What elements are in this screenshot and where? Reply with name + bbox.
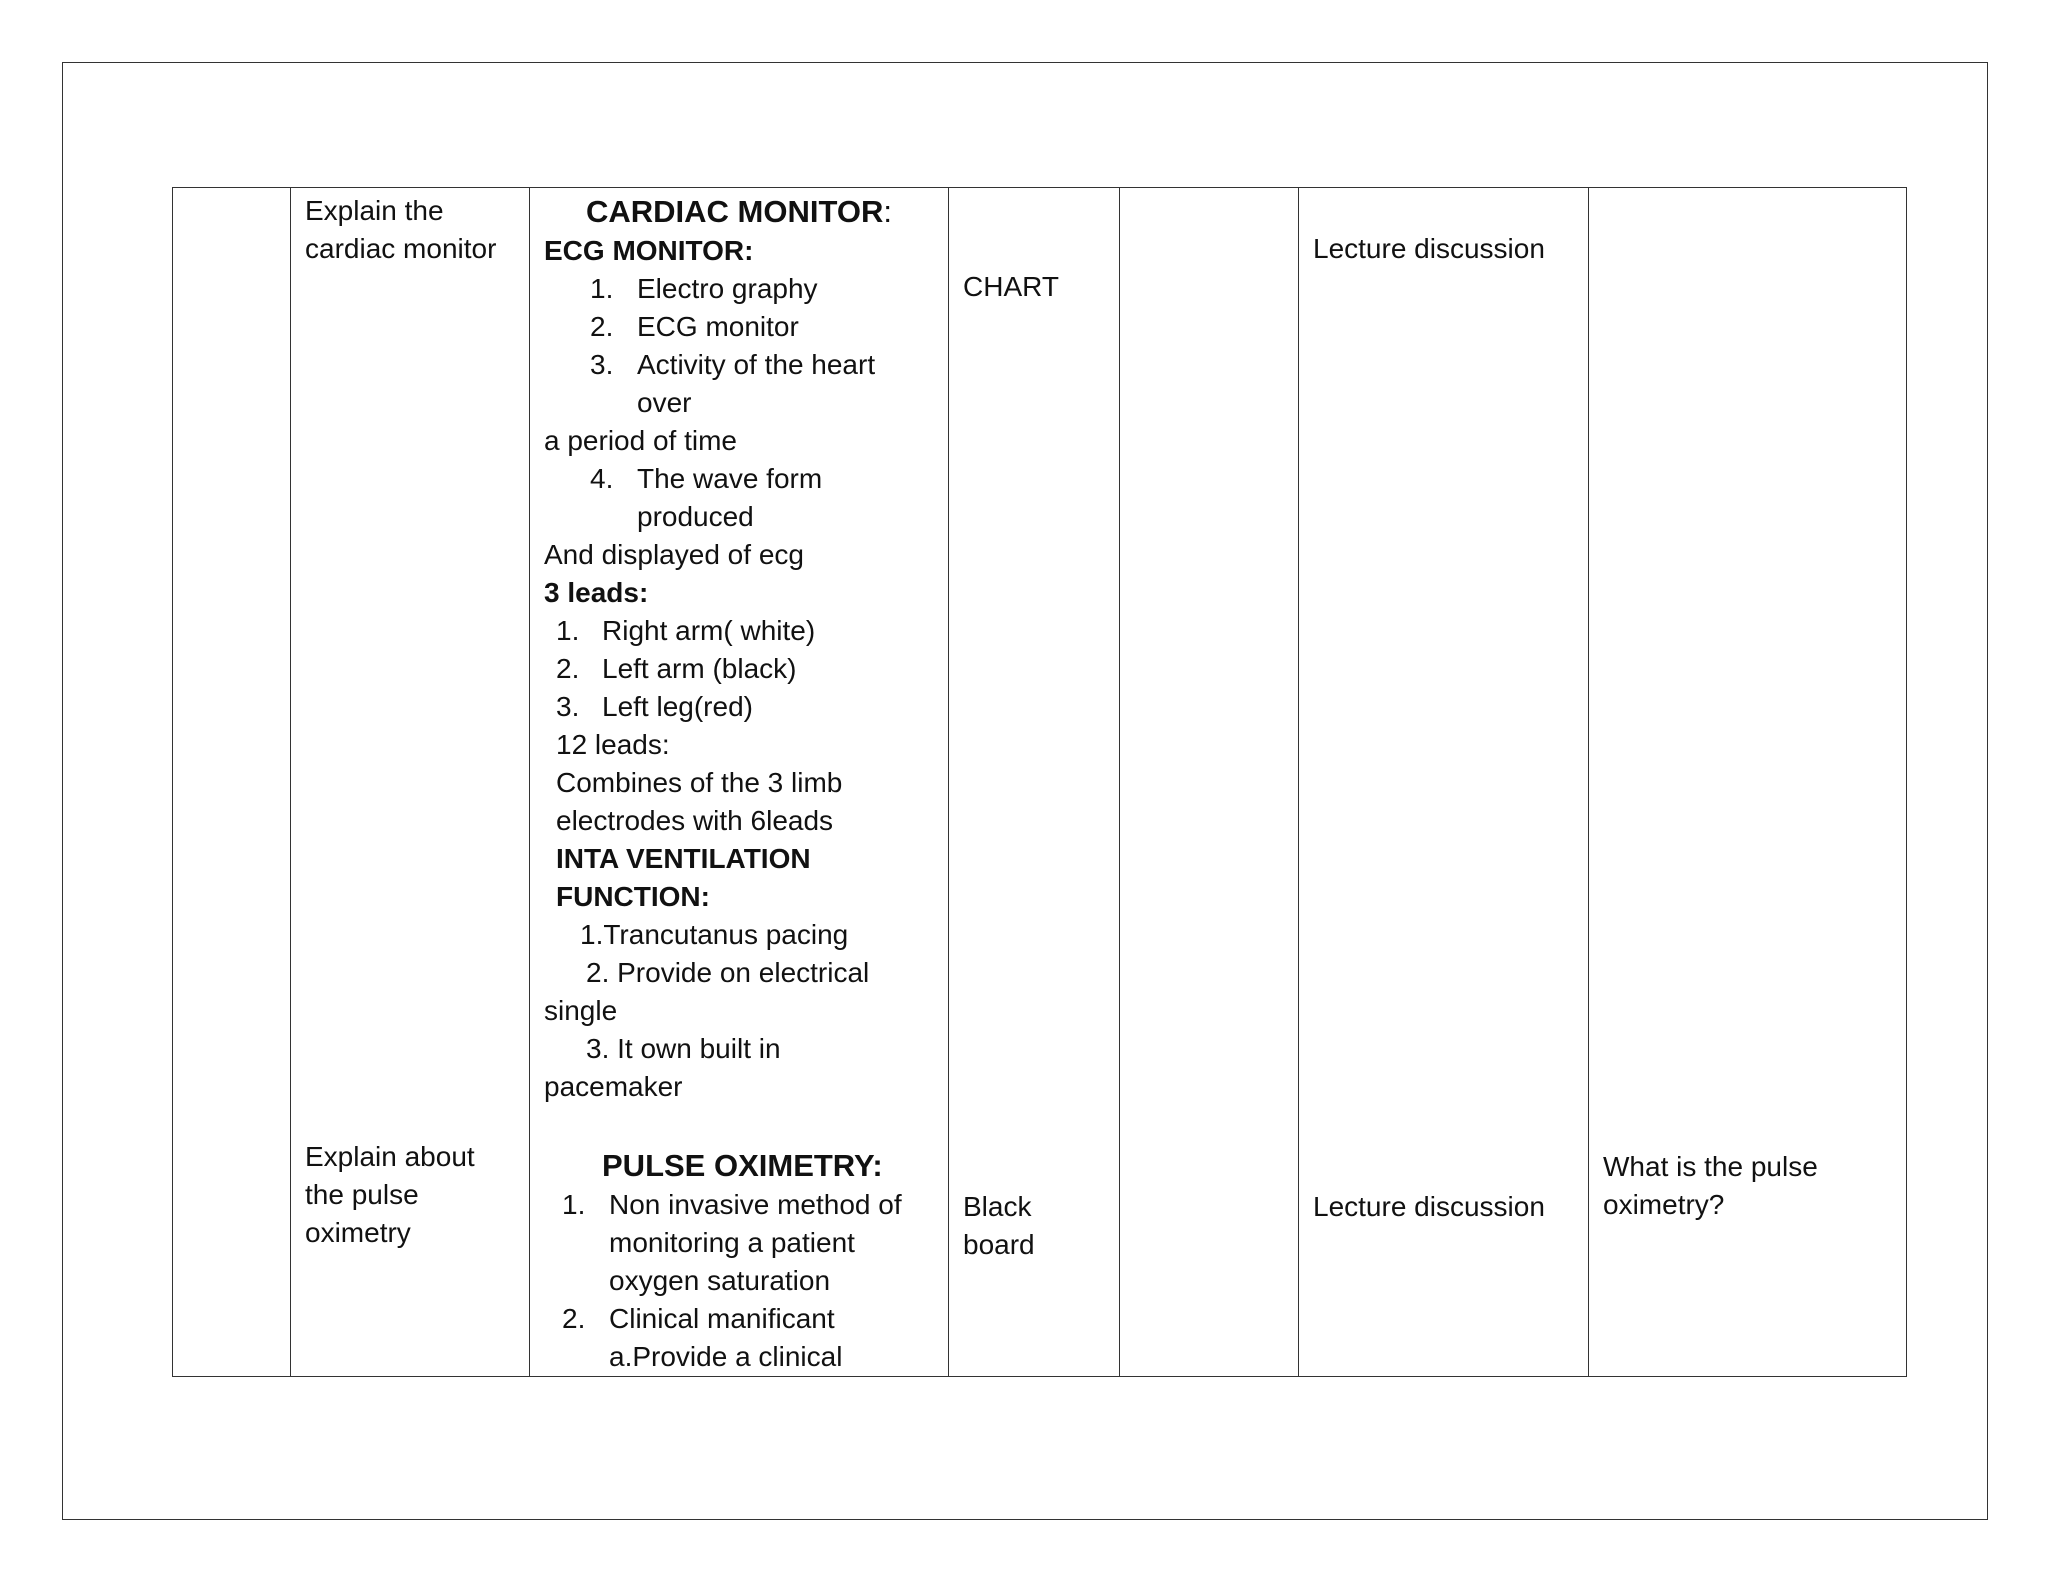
evaluation-cell (1589, 188, 1907, 1377)
content-cell (530, 188, 949, 1377)
inta-item-2a: 2. Provide on electrical (586, 957, 870, 988)
inta-item-3a: 3. It own built in (586, 1033, 781, 1064)
empty-cell (1120, 188, 1299, 1377)
time-cell (173, 188, 291, 1377)
inta-item-1: 1.Trancutanus pacing (580, 919, 849, 950)
av-aid-pulse: Black board (963, 1191, 1035, 1260)
leads12-text-2: electrodes with 6leads (556, 805, 834, 836)
leads12-text-1: Combines of the 3 limb (556, 767, 843, 798)
list-item: 2. Clinical manificant a.Provide a clinical (562, 1303, 843, 1372)
inta-item-3b: pacemaker (544, 1071, 683, 1102)
inta-heading-1: INTA VENTILATION (556, 843, 811, 874)
ecg-monitor-heading: ECG MONITOR: (544, 235, 754, 266)
displayed-text: And displayed of ecg (544, 539, 804, 570)
period-text: a period of time (544, 425, 737, 456)
method-cell (1299, 188, 1589, 1377)
inta-item-2b: single (544, 995, 618, 1026)
leads3-list (544, 612, 934, 726)
ecg-item-4: 4. The wave form produced (590, 463, 823, 532)
table-row (173, 188, 1907, 1377)
cardiac-title-text: CARDIAC MONITOR (586, 194, 884, 229)
objective-pulse: Explain about the pulse oximetry (305, 1141, 475, 1248)
list-item: 3. Left leg(red) (556, 691, 753, 722)
pulse-list (544, 1186, 934, 1376)
list-item: 1. Electro graphy (590, 273, 818, 304)
list-item: 1. Non invasive method of monitoring a patient oxygen saturation (562, 1189, 902, 1296)
objective-cell (291, 188, 530, 1377)
evaluation-pulse: What is the pulse oximetry? (1603, 1151, 1818, 1220)
list-item: 1. Right arm( white) (556, 615, 816, 646)
list-item: 2. Left arm (black) (556, 653, 797, 684)
list-item: 2. ECG monitor (590, 311, 799, 342)
pulse-oximetry-title: PULSE OXIMETRY: (602, 1148, 883, 1183)
lesson-plan-table (172, 187, 1907, 1377)
leads3-heading: 3 leads: (544, 577, 649, 608)
objective-cardiac: Explain the cardiac monitor (305, 195, 497, 264)
av-aids-cell (949, 188, 1120, 1377)
inta-heading-2: FUNCTION: (556, 881, 710, 912)
cardiac-title-colon: : (883, 194, 892, 229)
method-pulse: Lecture discussion (1313, 1191, 1545, 1222)
method-cardiac: Lecture discussion (1313, 233, 1545, 264)
leads12-heading: 12 leads: (556, 729, 670, 760)
av-aid-cardiac: CHART (963, 271, 1059, 302)
list-item: 3. Activity of the heart over (590, 349, 876, 418)
ecg-list (544, 270, 934, 422)
cardiac-monitor-title (544, 192, 934, 232)
